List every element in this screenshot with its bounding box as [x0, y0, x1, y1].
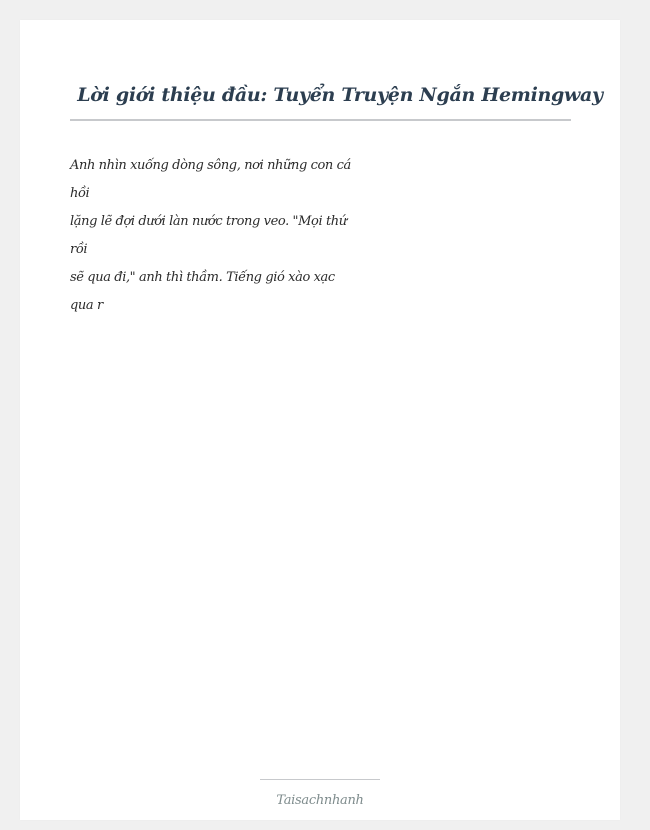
body-line: lặng lẽ đợi dưới làn nước trong veo. "Mọi thứ: [70, 214, 347, 229]
title-divider: [70, 119, 571, 121]
body-line: sẽ qua đi," anh thì thầm. Tiếng gió xào xạc: [70, 270, 335, 285]
page-title: Lời giới thiệu đầu: Tuyển Truyện Ngắn Hemingway: [77, 84, 603, 106]
document-page: [20, 20, 620, 820]
body-line: rồi: [70, 242, 88, 257]
body-line: qua r: [70, 298, 103, 313]
footer-divider: [260, 779, 380, 780]
body-line: Anh nhìn xuống dòng sông, nơi những con cá: [70, 158, 351, 173]
body-paragraph: [70, 152, 370, 320]
footer-site-name: Taisachnhanh: [276, 793, 364, 808]
body-line: hồi: [70, 186, 90, 201]
